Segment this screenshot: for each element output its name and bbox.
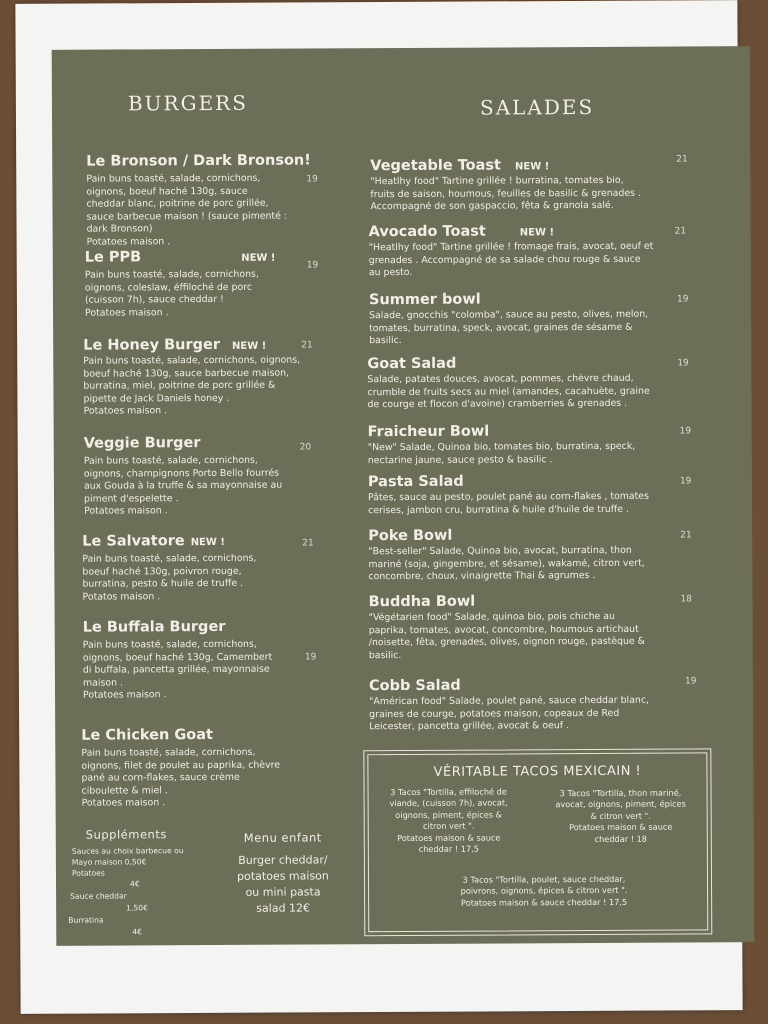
supplement-line: Sauce cheddar — [70, 891, 127, 901]
item-name: Le Buffala Burger — [82, 618, 226, 636]
item-price: 21 — [674, 226, 687, 237]
item-price: 21 — [302, 538, 314, 549]
item-price: 19 — [684, 676, 697, 687]
item-desc: Pain buns toasté, salade, cornichons, oignons, coleslaw, éffiloché de porc (cuisson 7h), sauce cheddar ! Potatoes maison . — [84, 268, 259, 319]
kids-menu-section — [228, 830, 338, 917]
item-desc: Pain buns toasté, salade, cornichons, oignons, boeuf haché 130g, sauce barbecue maison, burratina, miel, poitrine de porc grillée & pipette de Jack Daniels honey . Potatoes maison . — [83, 354, 301, 418]
item-name: Avocado Toast — [368, 223, 486, 241]
item-name: Le Honey Burger — [83, 336, 221, 354]
item-name: Pasta Salad — [367, 473, 464, 491]
burger-item-honey — [83, 336, 358, 418]
item-desc: Pain buns toasté, salade, cornichons, oignons, boeuf haché 130g, sauce cheddar blanc, poitrine de porc grillée, sauce barbecue maison ! (sauce pimenté : dark Bronson) Potatoes maison . — [86, 172, 288, 248]
salad-item-goat-salad — [367, 354, 701, 412]
item-name: Fraicheur Bowl — [367, 423, 490, 441]
item-desc: Pain buns toasté, salade, cornichons, oignons, champignons Porto Bello fourrés aux Gouda à la truffe & sa mayonnaise au piment d'espelette . Potatoes maison . — [83, 454, 283, 518]
burger-item-veggie — [84, 434, 359, 518]
item-desc: "Américan food" Salade, poulet pané, sauce cheddar blanc, graines de courge, potatoes maison, copeaux de Red Leicester, pancetta grillée, avocat & oeuf . — [369, 694, 649, 733]
tacos-option-chicken: 3 Tacos "Tortilla, poulet, sauce cheddar, poivrons, oignons, épices & citron vert ". Potatoes maison & sauce cheddar ! 17,5 — [460, 873, 628, 908]
item-price: 19 — [677, 358, 689, 369]
item-desc: Pain buns toasté, salade, cornichons, boeuf haché 130g, poivron rouge, burratina, pesto & huile de truffe . Potatos maison . — [82, 552, 257, 603]
new-badge: NEW ! — [519, 227, 555, 239]
salad-item-summer-bowl — [369, 290, 699, 348]
supplement-line: Burratina — [68, 915, 104, 925]
burger-item-buffala — [83, 618, 358, 702]
item-name: Vegetable Toast — [370, 157, 502, 175]
item-desc: Salade, gnocchis "colomba", sauce au pesto, olives, melon, tomates, burratina, speck, avocat, graines de sésame & basilic. — [369, 308, 649, 347]
tacos-option-meat: 3 Tacos "Tortilla, effiloché de viande, (cuisson 7h), avocat, oignons, piment, épices & citron vert ". Potatoes maison & sauce cheddar ! 17,5 — [389, 786, 508, 854]
item-desc: "Végétarien food" Salade, quinoa bio, pois chiche au paprika, tomates, avocat, concombre, houmous artichaut /noisette, fêta, grenades, olives, oignon rouge, pastèque & basilic. — [368, 610, 646, 661]
supplements-title: Suppléments — [85, 827, 167, 842]
item-desc: "Best-seller" Salade, Quinoa bio, avocat, burratina, thon mariné (soja, gingembre, et sésame), wakamé, citron vert, concombre, choux, vinaigrette Thai & agrumes . — [368, 544, 645, 583]
salad-item-pasta-salad — [368, 472, 702, 517]
burger-item-bronson — [86, 152, 356, 249]
item-desc: Pâtes, sauce au pesto, poulet pané au corn-flakes , tomates cerises, jambon cru, burratina & huile d'huile de truffe . — [367, 490, 649, 516]
salad-item-buddha-bowl — [369, 592, 703, 662]
item-desc: Salade, patates douces, avocat, pommes, chèvre chaud, crumble de fruits secs au miel (amandes, cacahuète, graine de courge et flocon d'avoine) cramberries & grenades . — [367, 372, 650, 411]
supplement-price: 4€ — [130, 879, 140, 889]
new-badge: NEW ! — [231, 340, 267, 352]
kids-menu-title: Menu enfant — [243, 830, 322, 845]
supplements-section — [68, 827, 236, 937]
salad-item-poke-bowl — [368, 526, 702, 584]
item-desc: "Heatlhy food" Tartine grillée ! burratina, tomates bio, fruits de saison, houmous, feuilles de basilic & grenades . Accompagné de son gaspaccio, fêta & granola salé. — [370, 174, 642, 213]
item-price: 19 — [306, 174, 318, 185]
item-price: 19 — [306, 260, 319, 271]
item-price: 20 — [299, 442, 312, 453]
item-desc: Pain buns toasté, salade, cornichons, oignons, filet de poulet au paprika, chèvre pané au corn-flakes, sauce crème ciboulette & miel . Potatoes maison . — [81, 746, 281, 810]
item-desc: Pain buns toasté, salade, cornichons, oignons, boeuf haché 130g, Camembert di buffala, pancetta grillée, mayonnaise maison . Potatoes maison . — [82, 638, 273, 702]
item-name: Buddha Bowl — [368, 593, 476, 611]
new-badge: NEW ! — [190, 536, 225, 549]
tacos-option-tuna: 3 Tacos "Tortilla, thon mariné, avocat, oignons, piment, épices & citron vert ". Potatoes maison & sauce cheddar ! 18 — [555, 787, 686, 844]
item-name: Goat Salad — [367, 355, 457, 373]
item-name: Summer bowl — [368, 291, 481, 309]
item-name: Le Bronson / Dark Bronson! — [86, 152, 311, 170]
new-badge: NEW ! — [241, 252, 276, 264]
salad-item-vegetable-toast — [370, 156, 700, 214]
salad-item-cobb-salad — [369, 676, 703, 734]
salades-title: SALADES — [479, 94, 595, 120]
burger-item-ppb — [85, 248, 355, 320]
tacos-title: VÉRITABLE TACOS MEXICAIN ! — [433, 763, 642, 780]
tacos-box — [363, 748, 712, 936]
item-price: 21 — [680, 530, 692, 541]
supplement-price: 4€ — [132, 927, 142, 937]
salad-item-avocado-toast — [369, 222, 699, 280]
kids-menu-text: Burger cheddar/ potatoes maison ou mini pasta salad 12€ — [237, 853, 329, 915]
supplement-line: Sauces au choix barbecue ou Mayo maison 0,50€ Potatoes — [71, 846, 184, 878]
item-price: 21 — [301, 340, 313, 351]
item-price: 19 — [679, 476, 692, 487]
item-price: 19 — [679, 426, 692, 437]
item-price: 19 — [676, 294, 689, 305]
item-price: 21 — [676, 154, 688, 165]
item-name: Poke Bowl — [368, 527, 453, 545]
item-price: 18 — [680, 594, 693, 605]
item-price: 19 — [304, 652, 317, 663]
salad-item-fraicheur-bowl — [368, 422, 702, 467]
item-name: Cobb Salad — [368, 677, 461, 695]
burger-item-salvatore — [82, 532, 357, 604]
supplement-price: 1,50€ — [126, 903, 148, 913]
burgers-title: BURGERS — [127, 90, 248, 116]
menu-board — [52, 46, 755, 946]
item-name: Veggie Burger — [83, 435, 201, 452]
burger-item-chicken-goat — [81, 726, 356, 810]
item-desc: "New" Salade, Quinoa bio, tomates bio, burratina, speck, nectarine jaune, sauce pesto & basilic . — [367, 440, 636, 466]
new-badge: NEW ! — [514, 161, 550, 173]
item-name: Le PPB — [84, 249, 142, 266]
item-desc: "Heatlhy food" Tartine grillée ! fromage frais, avocat, oeuf et grenades . Accompagné de sa salade chou rouge & sauce au pesto. — [368, 240, 654, 279]
item-name: Le Chicken Goat — [81, 726, 213, 744]
item-name: Le Salvatore — [82, 533, 185, 550]
